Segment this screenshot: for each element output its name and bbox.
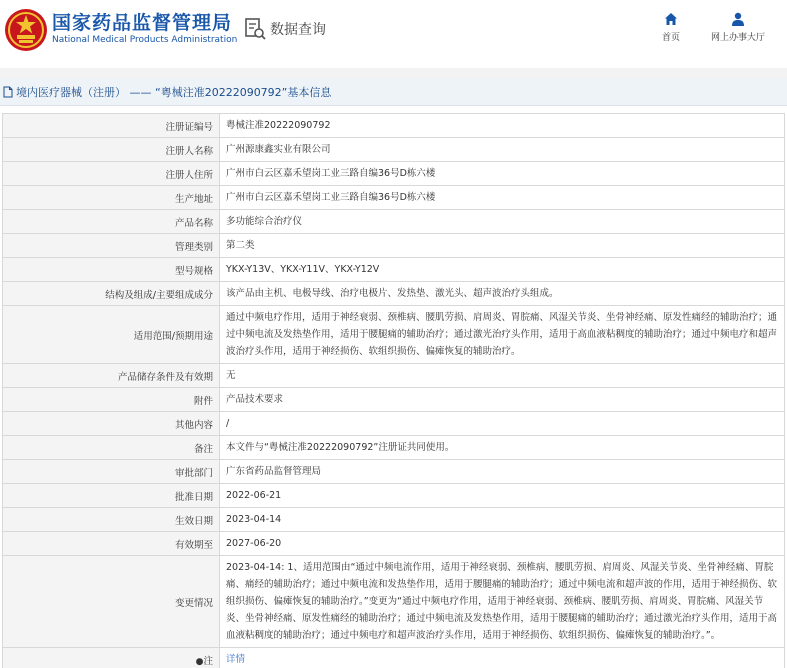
page-title-bar	[0, 78, 787, 106]
org-name-en: National Medical Products Administration	[52, 35, 238, 45]
page-title	[16, 84, 331, 100]
nav-home-button[interactable]	[656, 12, 686, 43]
site-header	[0, 0, 787, 68]
field-label: 型号规格	[3, 258, 220, 282]
field-label: 适用范围/预期用途	[3, 306, 220, 364]
nav-service-hall-button[interactable]	[706, 12, 770, 43]
table-row	[3, 186, 785, 210]
field-value: /	[220, 412, 785, 436]
field-value: 本文件与“粤械注准20222090792”注册证共同使用。	[220, 436, 785, 460]
field-value: 2027-06-20	[220, 532, 785, 556]
table-row	[3, 436, 785, 460]
field-value: 无	[220, 364, 785, 388]
field-label: 备注	[3, 436, 220, 460]
field-value: 产品技术要求	[220, 388, 785, 412]
table-row	[3, 484, 785, 508]
field-value: 2023-04-14: 1、适用范围由“通过中频电流作用，适用于神经衰弱、颈椎病、腰肌劳损、肩周炎、风湿关节炎、坐骨神经痛、胃脘痛、痛经的辅助治疗；通过中频电流和发热垫作用，适用于腰腿痛的辅助治疗；通过中频电流和超声波的作用，适用于神经损伤、软组织损伤、偏瘫恢复的辅助治疗。”变更为“通过中频电疗作用，适用于神经衰弱、颈椎病、腰肌劳损、肩周炎、胃脘痛、风湿关节炎、坐骨神经痛、原发性痛经的辅助治疗；通过中频电流及发热垫作用，适用于腰腿痛的辅助治疗；通过激光治疗头作用，适用于高血液粘稠度的辅助治疗；通过中频电疗和超声波治疗头作用，适用于神经损伤、软组织损伤、偏瘫恢复的辅助治疗。”。	[220, 556, 785, 648]
field-label: 结构及组成/主要组成成分	[3, 282, 220, 306]
field-label: 管理类别	[3, 234, 220, 258]
table-row	[3, 364, 785, 388]
location-pin-icon: ●	[195, 656, 204, 667]
field-label: 产品名称	[3, 210, 220, 234]
table-row	[3, 648, 785, 668]
table-row	[3, 282, 785, 306]
org-name-cn: 国家药品监督管理局	[52, 12, 233, 34]
table-row	[3, 388, 785, 412]
table-row	[3, 412, 785, 436]
table-row	[3, 114, 785, 138]
field-label: 生效日期	[3, 508, 220, 532]
field-label: 有效期至	[3, 532, 220, 556]
table-row	[3, 162, 785, 186]
detail-link[interactable]: 详情	[226, 654, 246, 665]
field-value: 广东省药品监督管理局	[220, 460, 785, 484]
registration-info-table	[2, 113, 785, 668]
table-row	[3, 210, 785, 234]
table-row	[3, 234, 785, 258]
table-row	[3, 532, 785, 556]
table-row	[3, 306, 785, 364]
field-label: 审批部门	[3, 460, 220, 484]
field-value: 粤械注准20222090792	[220, 114, 785, 138]
field-label: 附件	[3, 388, 220, 412]
field-label: 注册证编号	[3, 114, 220, 138]
document-search-icon	[244, 17, 266, 41]
breadcrumb-category: 境内医疗器械（注册）	[16, 85, 126, 99]
field-label: 产品储存条件及有效期	[3, 364, 220, 388]
table-row	[3, 556, 785, 648]
table-row	[3, 460, 785, 484]
field-value: 广州市白云区嘉禾望岗工业三路自编36号D栋六楼	[220, 186, 785, 210]
field-label: 变更情况	[3, 556, 220, 648]
nav-service-hall-label: 网上办事大厅	[710, 33, 765, 43]
table-row	[3, 138, 785, 162]
table-row	[3, 258, 785, 282]
field-value: 广州市白云区嘉禾望岗工业三路自编36号D栋六楼	[220, 162, 785, 186]
field-value: 2022-06-21	[220, 484, 785, 508]
field-value: 通过中频电疗作用，适用于神经衰弱、颈椎病、腰肌劳损、肩周炎、胃脘痛、风湿关节炎、坐骨神经痛、原发性痛经的辅助治疗；通过中频电流及发热垫作用，适用于腰腿痛的辅助治疗；通过激光治疗头作用，适用于高血液粘稠度的辅助治疗；通过中频电疗和超声波治疗头作用，适用于神经损伤、软组织损伤、偏瘫恢复的辅助治疗。	[220, 306, 785, 364]
field-value: 该产品由主机、电极导线、治疗电极片、发热垫、激光头、超声波治疗头组成。	[220, 282, 785, 306]
note-label-cell	[3, 648, 220, 668]
breadcrumb-separator: ——	[129, 85, 152, 99]
breadcrumb-title: “粤械注准20222090792”基本信息	[155, 85, 332, 99]
field-label: 生产地址	[3, 186, 220, 210]
field-label: 注册人名称	[3, 138, 220, 162]
note-label: 注	[203, 655, 213, 667]
field-label: 注册人住所	[3, 162, 220, 186]
table-row	[3, 508, 785, 532]
home-icon	[664, 12, 678, 26]
field-label: 批准日期	[3, 484, 220, 508]
field-value: 第二类	[220, 234, 785, 258]
data-query-link[interactable]	[244, 16, 326, 42]
national-emblem-logo	[4, 8, 48, 52]
data-query-label: 数据查询	[270, 22, 326, 38]
header-divider	[0, 68, 787, 78]
nav-home-label: 首页	[661, 33, 680, 43]
document-icon	[3, 86, 13, 98]
field-value: 广州源康鑫实业有限公司	[220, 138, 785, 162]
field-value: 2023-04-14	[220, 508, 785, 532]
field-value: YKX-Y13V、YKX-Y11V、YKX-Y12V	[220, 258, 785, 282]
field-value: 多功能综合治疗仪	[220, 210, 785, 234]
note-value-cell	[220, 648, 785, 668]
user-icon	[731, 12, 745, 26]
field-label: 其他内容	[3, 412, 220, 436]
